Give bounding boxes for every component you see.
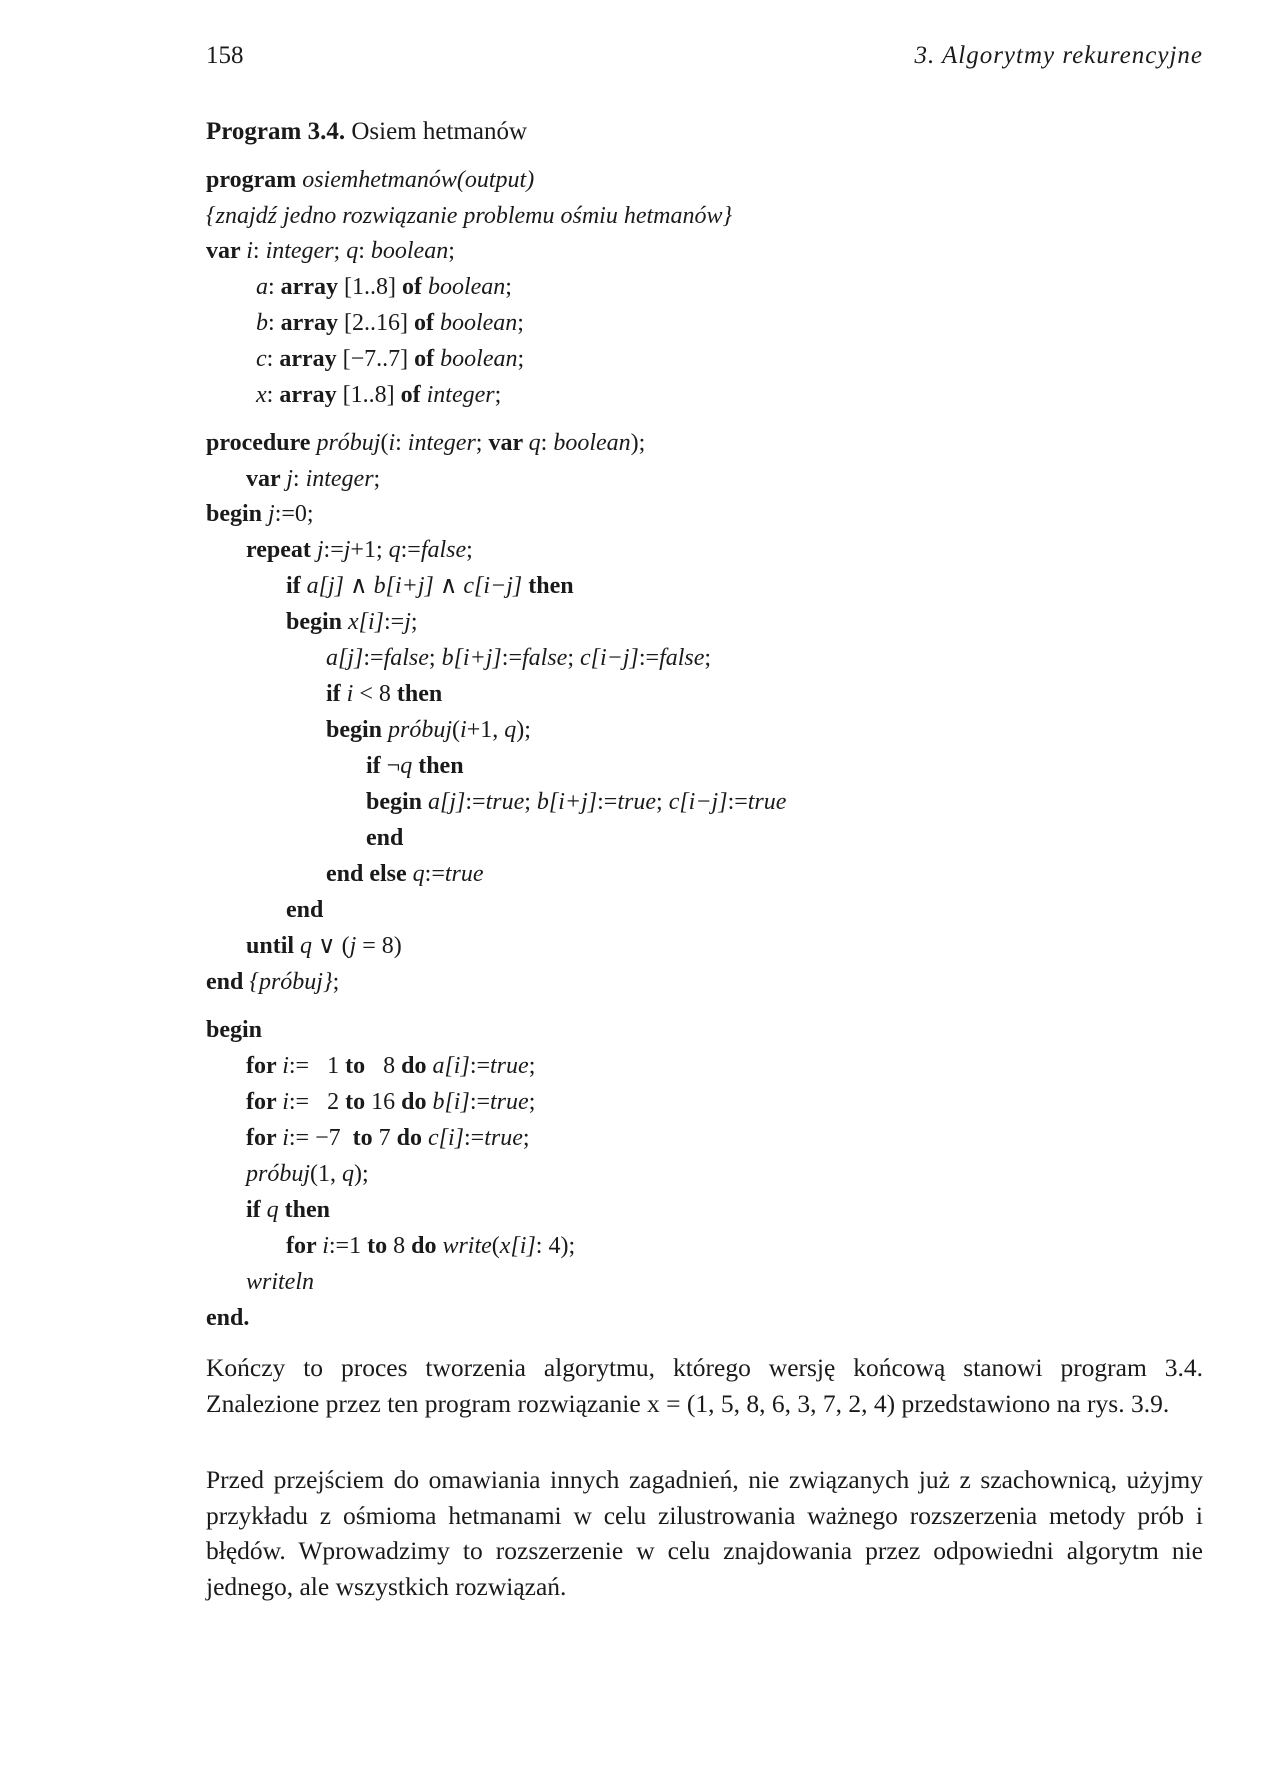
keyword: var xyxy=(206,238,247,264)
code-text: ; xyxy=(475,430,489,456)
code-text: ; xyxy=(466,537,473,563)
code-text: := xyxy=(464,1125,485,1151)
code-text: ); xyxy=(354,1161,369,1187)
code-line xyxy=(246,1270,314,1300)
keyword: end else xyxy=(326,861,413,887)
code-text: := −7 xyxy=(288,1125,353,1151)
identifier: a[j] xyxy=(428,789,466,815)
identifier: q xyxy=(342,1161,355,1187)
code-text: ; xyxy=(333,238,347,264)
keyword: end. xyxy=(206,1305,250,1331)
code-text: ( xyxy=(491,1233,500,1259)
identifier: i xyxy=(322,1233,329,1259)
code-text: ; xyxy=(517,310,524,336)
identifier: false xyxy=(420,537,467,563)
identifier: false xyxy=(521,645,568,671)
keyword: if xyxy=(286,573,307,599)
identifier: boolean xyxy=(370,238,449,264)
identifier: j xyxy=(316,537,324,563)
identifier: j xyxy=(268,501,275,527)
keyword: for xyxy=(246,1125,283,1151)
identifier: próbuj xyxy=(246,1161,311,1187)
keyword: to xyxy=(345,1089,366,1115)
identifier: integer xyxy=(305,466,374,492)
code-text: := 2 xyxy=(288,1089,346,1115)
code-line xyxy=(366,790,786,820)
identifier: c[i] xyxy=(428,1125,464,1151)
keyword: for xyxy=(246,1089,283,1115)
identifier: x[i] xyxy=(499,1233,536,1259)
code-line xyxy=(246,1162,369,1192)
code-line xyxy=(326,646,711,676)
identifier: osiemhetmanów(output) xyxy=(302,167,535,193)
code-line xyxy=(206,168,534,198)
identifier: q xyxy=(528,430,541,456)
paragraph-2: Przed przejściem do omawiania innych zagadnień, nie związanych już z szachownicą, użyjmy przykładu z ośmioma hetmanami w celu zilustrowania ważnego rozszerzenia metody prób i błędów. Wprowadzimy to rozszerzenie w celu znajdowania przez odpowiedni algorytm nie jednego, ale wszystkich rozwiązań. xyxy=(206,1465,1203,1601)
code-line xyxy=(286,898,323,928)
identifier: j xyxy=(349,933,357,959)
identifier: i xyxy=(282,1125,289,1151)
identifier: c[i−j] xyxy=(668,789,728,815)
program-label: Program 3.4. xyxy=(206,118,346,145)
identifier: false xyxy=(383,645,429,671)
code-text: := 1 xyxy=(288,1053,346,1079)
code-text: ; xyxy=(505,274,512,300)
code-line xyxy=(246,1198,330,1228)
code-text: : xyxy=(266,346,280,372)
identifier: writeln xyxy=(246,1269,315,1295)
identifier: q xyxy=(504,717,517,743)
code-text: : 4); xyxy=(535,1233,576,1259)
paragraph-1: Kończy to proces tworzenia algorytmu, którego wersję końcową stanowi program 3.4. Znalezione przez ten program rozwiązanie x = (1, 5, 8, 6, 3, 7, 2, 4) przedstawiono na rys. 3.9. xyxy=(206,1353,1203,1418)
code-text: := xyxy=(597,789,618,815)
code-text: ; xyxy=(522,1125,530,1151)
identifier: true xyxy=(485,789,525,815)
code-text: ( xyxy=(452,717,461,743)
keyword: do xyxy=(396,1125,428,1151)
code-line xyxy=(286,574,574,604)
keyword: if xyxy=(366,753,387,779)
code-text: ; xyxy=(410,609,418,635)
keyword: array xyxy=(280,310,338,336)
code-text: +1; xyxy=(350,537,389,563)
code-text: := xyxy=(424,861,445,887)
code-text: : xyxy=(268,274,281,300)
keyword: then xyxy=(396,681,443,707)
code-text: : xyxy=(395,430,408,456)
identifier: j xyxy=(286,466,293,492)
code-line xyxy=(326,718,531,748)
identifier: {znajdź jedno rozwiązanie problemu ośmiu hetmanów} xyxy=(206,203,733,229)
code-line xyxy=(246,1126,530,1156)
code-line xyxy=(206,239,455,269)
code-line xyxy=(246,1090,535,1120)
code-text: ; xyxy=(656,789,669,815)
identifier: c[i−j] xyxy=(579,645,639,671)
identifier: i xyxy=(346,681,354,707)
code-line xyxy=(206,431,645,461)
code-line xyxy=(206,1306,249,1336)
code-text: := xyxy=(501,645,522,671)
code-text: := xyxy=(323,537,344,563)
code-line xyxy=(206,1018,262,1048)
code-text: ¬ xyxy=(386,753,401,779)
keyword: if xyxy=(246,1197,267,1223)
code-text: 8 xyxy=(387,1233,412,1259)
code-text: ( xyxy=(380,430,389,456)
code-text: := xyxy=(384,609,405,635)
keyword: of xyxy=(401,274,422,300)
keyword: then xyxy=(278,1197,331,1223)
page-number: 158 xyxy=(206,42,244,69)
code-text: ; xyxy=(528,1089,536,1115)
code-text: :=1 xyxy=(328,1233,368,1259)
keyword: begin xyxy=(326,717,389,743)
identifier: b[i+j] xyxy=(536,789,598,815)
keyword: array xyxy=(280,274,338,300)
code-text: : xyxy=(292,466,306,492)
code-line xyxy=(246,538,473,568)
identifier: próbuj xyxy=(388,717,453,743)
identifier: false xyxy=(659,645,705,671)
identifier: i xyxy=(246,238,253,264)
identifier: boolean xyxy=(439,310,518,336)
keyword: to xyxy=(367,1233,388,1259)
code-text: : xyxy=(540,430,554,456)
code-text: (1, xyxy=(310,1161,343,1187)
code-text: := xyxy=(727,789,748,815)
identifier: a[j] xyxy=(326,645,364,671)
code-text: : xyxy=(358,238,371,264)
program-name: Osiem hetmanów xyxy=(351,118,528,145)
identifier: true xyxy=(617,789,657,815)
code-line xyxy=(256,275,512,305)
identifier: c[i−j] xyxy=(463,573,523,599)
code-line xyxy=(256,383,501,413)
code-text: 7 xyxy=(372,1125,397,1151)
code-text: := xyxy=(469,1053,491,1079)
code-line xyxy=(256,347,524,377)
code-text: ; xyxy=(373,466,381,492)
identifier: x xyxy=(256,382,267,408)
keyword: procedure xyxy=(206,430,317,456)
keyword: end xyxy=(286,897,324,923)
code-text: ; xyxy=(524,789,537,815)
code-line xyxy=(246,934,402,964)
identifier: q xyxy=(300,933,313,959)
identifier: integer xyxy=(265,238,334,264)
code-line xyxy=(206,970,339,1000)
identifier: j xyxy=(343,537,351,563)
keyword: begin xyxy=(366,789,429,815)
identifier: q xyxy=(400,753,413,779)
keyword: if xyxy=(326,681,347,707)
code-text: := xyxy=(469,1089,491,1115)
identifier: q xyxy=(266,1197,279,1223)
code-text: : xyxy=(268,310,281,336)
code-text: := xyxy=(638,645,660,671)
code-text: [2..16] xyxy=(337,310,414,336)
identifier: b[i] xyxy=(432,1089,470,1115)
code-text: := xyxy=(465,789,486,815)
identifier: b xyxy=(256,310,268,336)
identifier: i xyxy=(388,430,396,456)
identifier: q xyxy=(412,861,425,887)
program-title xyxy=(206,118,527,146)
keyword: end xyxy=(206,969,250,995)
keyword: of xyxy=(414,346,435,372)
identifier: i xyxy=(282,1089,289,1115)
code-text: [1..8] xyxy=(336,382,401,408)
code-text: [−7..7] xyxy=(336,346,415,372)
running-head: 3. Algorytmy rekurencyjne xyxy=(914,42,1203,69)
code-text: ; xyxy=(332,969,340,995)
identifier: x[i] xyxy=(348,609,385,635)
identifier: {próbuj} xyxy=(249,969,333,995)
code-text: 16 xyxy=(365,1089,402,1115)
keyword: do xyxy=(401,1053,433,1079)
keyword: then xyxy=(412,753,464,779)
code-line xyxy=(246,1054,535,1084)
keyword: program xyxy=(206,167,303,193)
code-text: < 8 xyxy=(353,681,397,707)
keyword: do xyxy=(401,1089,433,1115)
code-line xyxy=(286,610,418,640)
code-text: ∧ xyxy=(344,573,374,599)
identifier: q xyxy=(346,238,359,264)
code-text: ∧ xyxy=(433,573,464,599)
keyword: to xyxy=(345,1053,366,1079)
code-text: ); xyxy=(630,430,646,456)
identifier: write xyxy=(442,1233,492,1259)
keyword: begin xyxy=(206,501,269,527)
identifier: true xyxy=(444,861,484,887)
code-text: ∨ ( xyxy=(312,933,350,959)
keyword: begin xyxy=(206,1017,263,1043)
code-line xyxy=(286,1234,575,1264)
code-text: ; xyxy=(528,1053,536,1079)
keyword: end xyxy=(366,825,404,851)
identifier: b[i+j] xyxy=(373,573,434,599)
keyword: array xyxy=(279,346,337,372)
code-text: ; xyxy=(704,645,712,671)
code-text: ; xyxy=(494,382,502,408)
code-text: 8 xyxy=(365,1053,402,1079)
identifier: i xyxy=(282,1053,289,1079)
code-line xyxy=(366,826,403,856)
keyword: repeat xyxy=(246,537,317,563)
keyword: begin xyxy=(286,609,349,635)
code-text: ; xyxy=(567,645,580,671)
identifier: integer xyxy=(407,430,476,456)
keyword: do xyxy=(411,1233,443,1259)
keyword: until xyxy=(246,933,301,959)
identifier: b[i+j] xyxy=(441,645,502,671)
code-line xyxy=(326,862,484,892)
code-text: :=0; xyxy=(274,501,314,527)
keyword: of xyxy=(413,310,434,336)
identifier: true xyxy=(747,789,787,815)
code-text: : xyxy=(266,382,280,408)
identifier: c xyxy=(256,346,267,372)
code-line xyxy=(326,682,442,712)
code-text: ; xyxy=(517,346,525,372)
identifier: j xyxy=(404,609,411,635)
keyword: var xyxy=(246,466,287,492)
code-text: ; xyxy=(428,645,442,671)
keyword: for xyxy=(246,1053,283,1079)
identifier: true xyxy=(490,1053,529,1079)
identifier: true xyxy=(490,1089,529,1115)
code-line xyxy=(366,754,464,784)
identifier: próbuj xyxy=(316,430,381,456)
keyword: to xyxy=(352,1125,373,1151)
keyword: for xyxy=(286,1233,323,1259)
identifier: q xyxy=(388,537,401,563)
keyword: then xyxy=(522,573,574,599)
identifier: boolean xyxy=(427,274,506,300)
code-text: : xyxy=(252,238,266,264)
keyword: of xyxy=(400,382,421,408)
code-line xyxy=(206,502,314,532)
keyword: var xyxy=(488,430,529,456)
identifier: a[j] xyxy=(306,573,345,599)
code-text: := xyxy=(363,645,384,671)
code-text: = 8) xyxy=(356,933,402,959)
code-text: +1, xyxy=(466,717,505,743)
code-line xyxy=(206,204,732,234)
identifier: true xyxy=(484,1125,523,1151)
code-text: [1..8] xyxy=(337,274,402,300)
keyword: array xyxy=(279,382,337,408)
code-text: ); xyxy=(516,717,531,743)
identifier: boolean xyxy=(440,346,518,372)
identifier: boolean xyxy=(553,430,631,456)
identifier: a[i] xyxy=(432,1053,470,1079)
code-text: ; xyxy=(448,238,455,264)
identifier: a xyxy=(256,274,268,300)
code-line xyxy=(256,311,524,341)
code-line xyxy=(246,467,380,497)
identifier: integer xyxy=(426,382,495,408)
code-text: := xyxy=(400,537,421,563)
identifier: i xyxy=(460,717,467,743)
